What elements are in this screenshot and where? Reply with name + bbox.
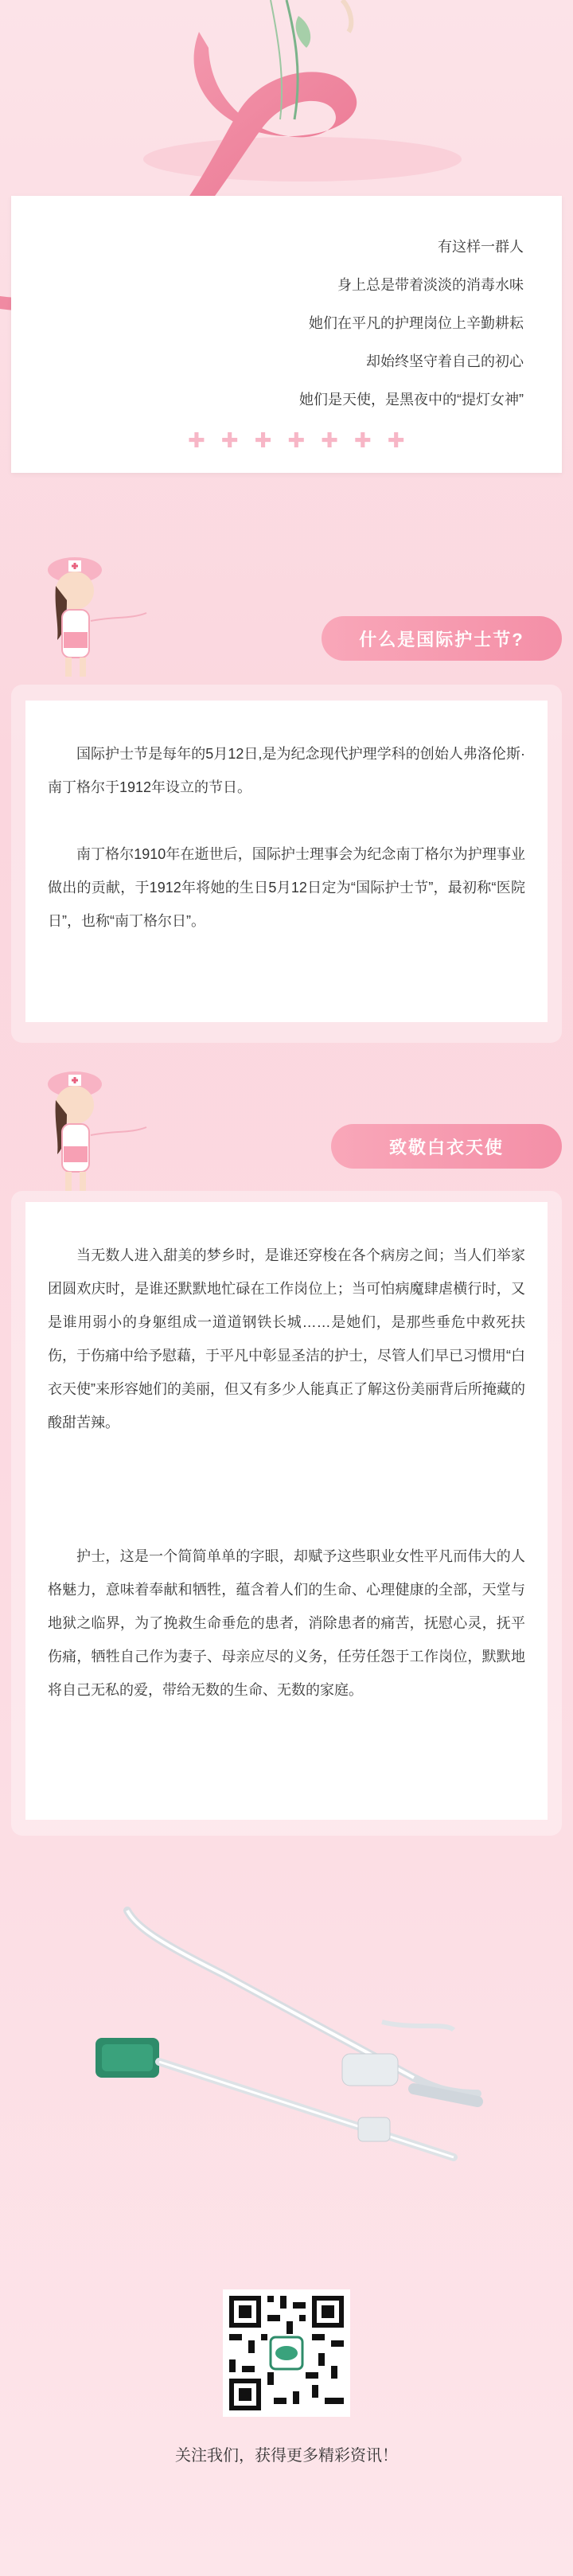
section-title-badge: 致敬白衣天使	[331, 1124, 562, 1169]
paragraph: 南丁格尔1910年在逝世后，国际护士理事会为纪念南丁格尔为护理事业做出的贡献，于1912年将她的生日5月12日定为“国际护士节”，最初称“医院日”，也称“南丁格尔日”。	[48, 846, 525, 929]
nurse-illustration-icon	[35, 1067, 162, 1202]
nurse-illustration-icon	[35, 552, 162, 688]
paragraph: 当无数人进入甜美的梦乡时，是谁还穿梭在各个病房之间；当人们举家团圆欢庆时，是谁还默默地忙碌在工作岗位上；当可怕病魔肆虐横行时，又是谁用弱小的身躯组成一道道钢铁长城……是她们，是那些垂危中救死扶伤，于伤痛中给予慰藉，于平凡中彰显圣洁的护士，尽管人们早已习惯用“白衣天使”来形容她们的美丽，但又有多少人能真正了解这份美丽背后所掩藏的酸甜苦辣。	[48, 1247, 525, 1430]
paragraph: 国际护士节是每年的5月12日,是为纪念现代护理学科的创始人弗洛伦斯·南丁格尔于1912年设立的节日。	[48, 746, 525, 795]
intro-line: 她们是天使，是黑夜中的“提灯女神”	[299, 392, 524, 408]
intro-line: 身上总是带着淡淡的消毒水味	[337, 277, 524, 293]
intro-line: 有这样一群人	[438, 239, 524, 255]
qr-code-icon	[223, 2289, 350, 2417]
paragraph: 护士，这是一个简简单单的字眼，却赋予这些职业女性平凡而伟大的人格魅力，意味着奉献和牺牲，蕴含着人们的生命、心理健康的全部，天堂与地狱之临界，为了挽救生命垂危的患者，消除患者的痛苦，抚慰心灵，抚平伤痛，牺牲自己作为妻子、母亲应尽的义务，任劳任怨于工作岗位，默默地将自己无私的爱，带给无数的生命、无数的家庭。	[48, 1548, 525, 1698]
intro-line: 她们在平凡的护理岗位上辛勤耕耘	[309, 315, 524, 331]
intro-line: 却始终坚守着自己的初心	[366, 353, 524, 369]
section-title-badge: 什么是国际护士节?	[322, 616, 562, 661]
product-image	[80, 1895, 509, 2197]
follow-text: 关注我们，获得更多精彩资讯！	[175, 2447, 398, 2465]
plus-decoration-icon: ✚✚✚✚✚✚✚	[188, 428, 421, 452]
intro-poem	[110, 228, 524, 419]
